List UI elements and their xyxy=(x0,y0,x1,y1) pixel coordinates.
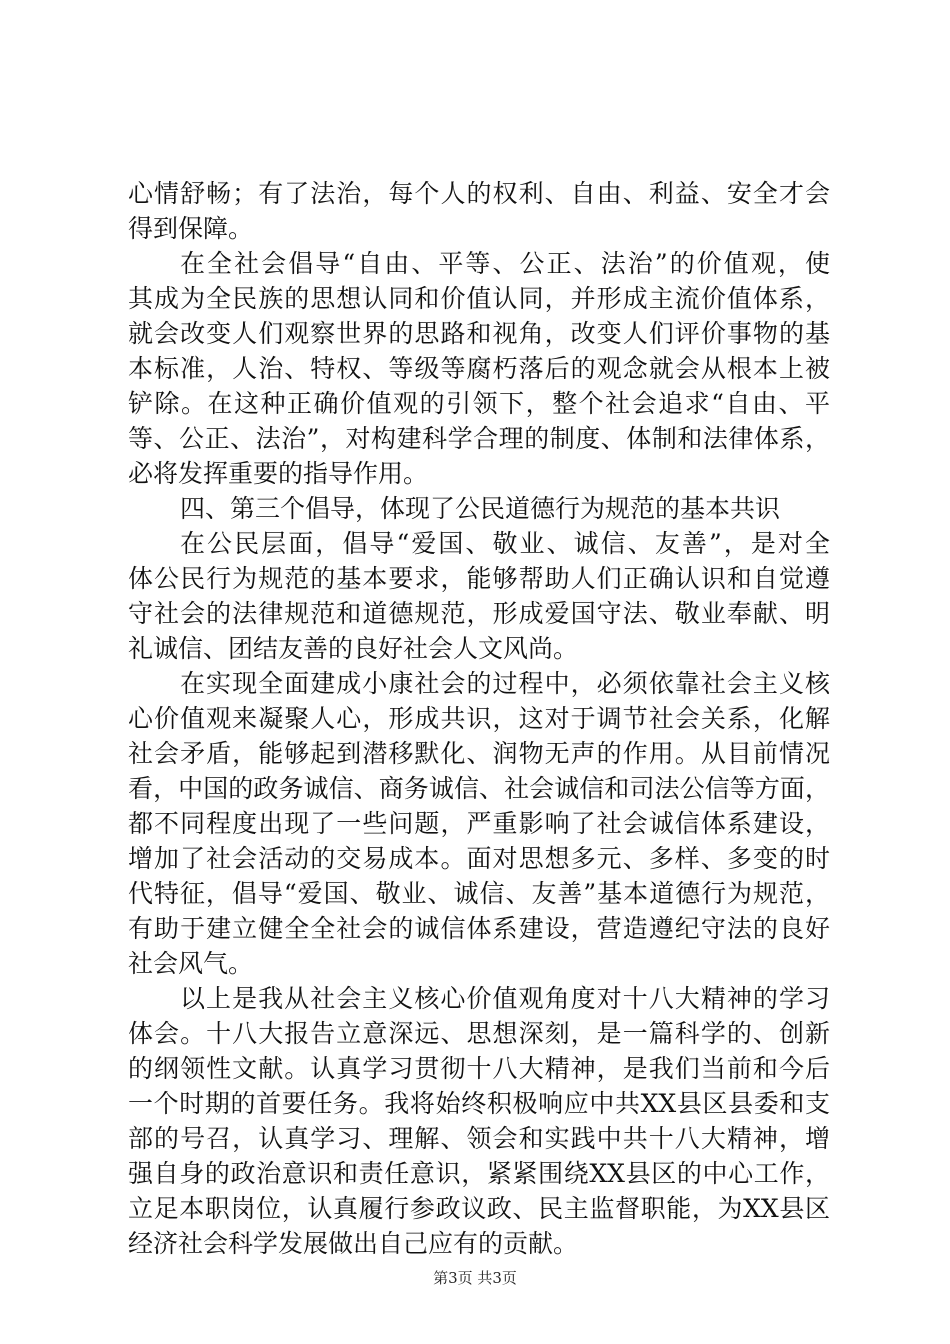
text-line: 其成为全民族的思想认同和价值认同，并形成主流价值体系， xyxy=(128,284,830,313)
paragraph-first-line: 在公民层面，倡导“爱国、敬业、诚信、友善”，是对全 xyxy=(180,529,830,558)
text-line: 立足本职岗位，认真履行参政议政、民主监督职能，为XX县区 xyxy=(128,1194,830,1223)
paragraph-first-line: 在全社会倡导“自由、平等、公正、法治”的价值观，使 xyxy=(180,249,830,278)
text-line: 看，中国的政务诚信、商务诚信、社会诚信和司法公信等方面， xyxy=(128,774,830,803)
paragraph-first-line: 在实现全面建成小康社会的过程中，必须依靠社会主义核 xyxy=(180,669,830,698)
page-number-footer: 第3页 共3页 xyxy=(433,1269,517,1287)
text-line: 的纲领性文献。认真学习贯彻十八大精神，是我们当前和今后 xyxy=(128,1054,830,1083)
text-line: 有助于建立健全全社会的诚信体系建设，营造遵纪守法的良好 xyxy=(128,914,830,943)
text-line: 代特征，倡导“爱国、敬业、诚信、友善”基本道德行为规范， xyxy=(128,879,830,908)
text-line: 就会改变人们观察世界的思路和视角，改变人们评价事物的基 xyxy=(128,319,830,348)
text-line: 部的号召，认真学习、理解、领会和实践中共十八大精神，增 xyxy=(128,1124,830,1153)
text-line: 得到保障。 xyxy=(128,214,254,243)
text-line: 社会风气。 xyxy=(128,949,254,978)
text-line: 守社会的法律规范和道德规范，形成爱国守法、敬业奉献、明 xyxy=(128,599,830,628)
document-body xyxy=(128,176,830,1261)
text-line: 一个时期的首要任务。我将始终积极响应中共XX县区县委和支 xyxy=(128,1089,830,1118)
text-line: 本标准，人治、特权、等级等腐朽落后的观念就会从根本上被 xyxy=(128,354,830,383)
text-line: 等、公正、法治”，对构建科学合理的制度、体制和法律体系， xyxy=(128,424,830,453)
text-line: 社会矛盾，能够起到潜移默化、润物无声的作用。从目前情况 xyxy=(128,739,830,768)
text-line: 体公民行为规范的基本要求，能够帮助人们正确认识和自觉遵 xyxy=(128,564,830,593)
text-line: 礼诚信、团结友善的良好社会人文风尚。 xyxy=(128,634,579,663)
text-line: 都不同程度出现了一些问题，严重影响了社会诚信体系建设， xyxy=(128,809,830,838)
section-heading: 四、第三个倡导，体现了公民道德行为规范的基本共识 xyxy=(180,494,781,523)
text-line: 铲除。在这种正确价值观的引领下，整个社会追求“自由、平 xyxy=(128,389,830,418)
text-line: 心价值观来凝聚人心，形成共识，这对于调节社会关系，化解 xyxy=(128,704,830,733)
text-line: 必将发挥重要的指导作用。 xyxy=(128,459,429,488)
paragraph-first-line: 以上是我从社会主义核心价值观角度对十八大精神的学习 xyxy=(180,984,830,1013)
text-line: 体会。十八大报告立意深远、思想深刻，是一篇科学的、创新 xyxy=(128,1019,830,1048)
text-line: 经济社会科学发展做出自己应有的贡献。 xyxy=(128,1229,579,1258)
text-line: 强自身的政治意识和责任意识，紧紧围绕XX县区的中心工作， xyxy=(128,1159,830,1188)
text-line: 心情舒畅；有了法治，每个人的权利、自由、利益、安全才会 xyxy=(128,179,830,208)
text-line: 增加了社会活动的交易成本。面对思想多元、多样、多变的时 xyxy=(128,844,830,873)
